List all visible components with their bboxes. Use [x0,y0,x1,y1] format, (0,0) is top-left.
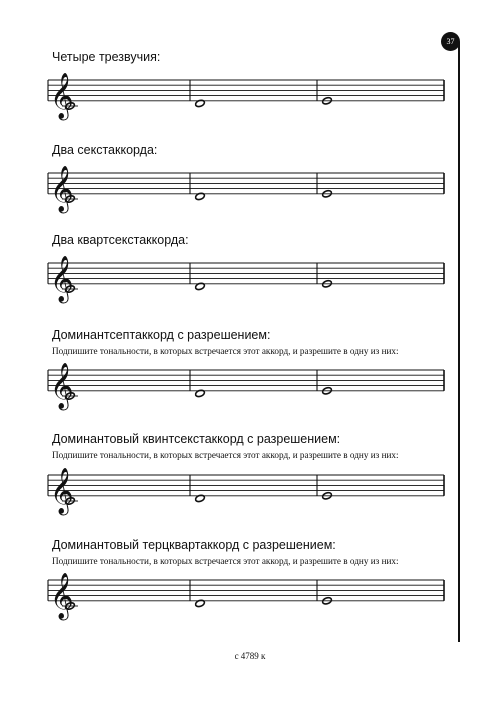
section-title: Два секстаккорда: [52,143,158,157]
section-title: Четыре трезвучия: [52,50,161,64]
music-staff [0,467,500,537]
treble-clef-icon: 𝄞 [50,255,74,302]
music-staff [0,255,500,325]
treble-clef-icon: 𝄞 [50,572,74,619]
music-staff [0,362,500,432]
section-title: Доминантсептаккорд с разрешением: [52,328,271,342]
treble-clef-icon: 𝄞 [50,165,74,212]
music-staff [0,165,500,235]
music-staff [0,72,500,142]
section-instruction: Подпишите тональности, в которых встречается этот аккорд, и разрешите в одну из них: [52,450,399,460]
section-title: Два квартсекстаккорда: [52,233,189,247]
section-instruction: Подпишите тональности, в которых встречается этот аккорд, и разрешите в одну из них: [52,556,399,566]
page-number-tab: 37 [441,32,460,51]
treble-clef-icon: 𝄞 [50,467,74,514]
music-staff [0,572,500,642]
treble-clef-icon: 𝄞 [50,72,74,119]
section-title: Доминантовый терцквартаккорд с разрешением: [52,538,336,552]
treble-clef-icon: 𝄞 [50,362,74,409]
section-title: Доминантовый квинтсекстаккорд с разрешением: [52,432,341,446]
section-instruction: Подпишите тональности, в которых встречается этот аккорд, и разрешите в одну из них: [52,346,399,356]
footer-code: с 4789 к [234,651,266,661]
